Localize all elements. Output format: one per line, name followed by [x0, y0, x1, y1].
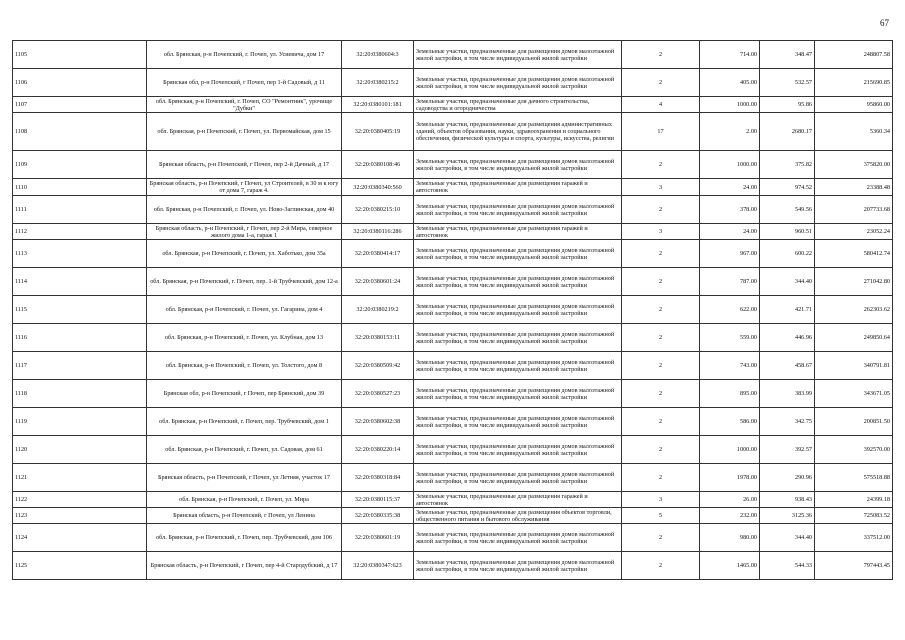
address-cell: Брянская область, р-н Почепский, г Почеп, ул Летняя, участок 17: [147, 464, 342, 492]
address-cell: обл. Брянская, р-н Почепский, г. Почеп, ул. Садовая, дом 61: [147, 436, 342, 464]
cadastral-number-cell: 32:20:0380153:11: [342, 324, 414, 352]
cadastral-value-cell: 375820.00: [815, 151, 893, 179]
address-cell: Брянская область, р-н Почепский, г Почеп, ул Строителей, в 30 м к югу от дома 7, гараж 4.: [147, 179, 342, 196]
group-code-cell: 2: [622, 524, 700, 552]
cadastral-value-cell: 24399.18: [815, 492, 893, 508]
area-cell: 232.00: [700, 508, 760, 524]
address-cell: обл. Брянская, р-н Почепский, г. Почеп, СО "Ремонтник", урочище "Дубки": [147, 97, 342, 113]
table-row: [13, 552, 893, 580]
land-use-cell: Земельные участки, предназначенные для размещения домов малоэтажной жилой застройки, в том числе индивидуальной жилой застройки: [414, 196, 622, 224]
specific-value-cell: 95.86: [760, 97, 815, 113]
specific-value-cell: 549.56: [760, 196, 815, 224]
cadastral-number-cell: 32:20:0380215:2: [342, 69, 414, 97]
table-row: [13, 436, 893, 464]
cadastral-number-cell: 32:20:0380405:19: [342, 113, 414, 151]
land-use-cell: Земельные участки, предназначенные для размещения домов малоэтажной жилой застройки, в том числе индивидуальной жилой застройки: [414, 552, 622, 580]
group-code-cell: 2: [622, 69, 700, 97]
address-cell: обл. Брянская, р-н Почепский, г. Почеп, пер. Трубчевский, дом 1: [147, 408, 342, 436]
specific-value-cell: 375.82: [760, 151, 815, 179]
area-cell: 967.00: [700, 240, 760, 268]
area-cell: 787.00: [700, 268, 760, 296]
table-row: [13, 268, 893, 296]
row-number: 1124: [13, 524, 147, 552]
land-use-cell: Земельные участки, предназначенные для размещения домов малоэтажной жилой застройки, в том числе индивидуальной жилой застройки: [414, 380, 622, 408]
cadastral-number-cell: 32:20:0380601:24: [342, 268, 414, 296]
land-use-cell: Земельные участки, предназначенные для размещения домов малоэтажной жилой застройки, в том числе индивидуальной жилой застройки: [414, 151, 622, 179]
cadastral-number-cell: 32:20:0380414:17: [342, 240, 414, 268]
specific-value-cell: 532.57: [760, 69, 815, 97]
table-row: [13, 151, 893, 179]
cadastral-value-cell: 248807.58: [815, 41, 893, 69]
table-row: [13, 97, 893, 113]
cadastral-number-cell: 32:20:0380602:38: [342, 408, 414, 436]
table-row: [13, 524, 893, 552]
table-row: [13, 113, 893, 151]
address-cell: Брянская область, р-н Почепский, г Почеп, пер 2-й Мира, северное жилого дома 1-а, гараж 1: [147, 224, 342, 240]
land-use-cell: Земельные участки, предназначенные для размещения домов малоэтажной жилой застройки, в том числе индивидуальной жилой застройки: [414, 436, 622, 464]
address-cell: Брянская область, р-н Почепский, г Почеп, пер 2-й Дачный, д 17: [147, 151, 342, 179]
specific-value-cell: 342.75: [760, 408, 815, 436]
group-code-cell: 5: [622, 508, 700, 524]
table-row: [13, 508, 893, 524]
land-use-cell: Земельные участки, предназначенные для размещения домов малоэтажной жилой застройки, в том числе индивидуальной жилой застройки: [414, 524, 622, 552]
group-code-cell: 2: [622, 552, 700, 580]
cadastral-number-cell: 32:20:0380604:3: [342, 41, 414, 69]
area-cell: 743.00: [700, 352, 760, 380]
specific-value-cell: 974.52: [760, 179, 815, 196]
cadastral-value-cell: 5360.34: [815, 113, 893, 151]
group-code-cell: 2: [622, 196, 700, 224]
area-cell: 2.00: [700, 113, 760, 151]
land-use-cell: Земельные участки, предназначенные для дачного строительства, садоводства и огородничества: [414, 97, 622, 113]
specific-value-cell: 2680.17: [760, 113, 815, 151]
row-number: 1113: [13, 240, 147, 268]
row-number: 1111: [13, 196, 147, 224]
cadastral-number-cell: 32:20:0380601:19: [342, 524, 414, 552]
specific-value-cell: 938.43: [760, 492, 815, 508]
address-cell: обл. Брянская, р-н Почепский, г. Почеп, ул. Гагарина, дом 4: [147, 296, 342, 324]
cadastral-value-cell: 95860.00: [815, 97, 893, 113]
row-number: 1105: [13, 41, 147, 69]
cadastral-number-cell: 32:20:0380115:37: [342, 492, 414, 508]
cadastral-number-cell: 32:20:0380108:46: [342, 151, 414, 179]
row-number: 1119: [13, 408, 147, 436]
row-number: 1123: [13, 508, 147, 524]
address-cell: Брянская область, р-н Почепский, г Почеп, ул Ленина: [147, 508, 342, 524]
area-cell: 980.00: [700, 524, 760, 552]
land-use-cell: Земельные участки, предназначенные для размещения объектов торговли, общественного питания и бытового обслуживания: [414, 508, 622, 524]
area-cell: 1000.00: [700, 436, 760, 464]
land-use-cell: Земельные участки, предназначенные для размещения гаражей и автостоянок: [414, 179, 622, 196]
group-code-cell: 2: [622, 268, 700, 296]
row-number: 1116: [13, 324, 147, 352]
land-use-cell: Земельные участки, предназначенные для размещения домов малоэтажной жилой застройки, в том числе индивидуальной жилой застройки: [414, 464, 622, 492]
cadastral-value-cell: 23388.48: [815, 179, 893, 196]
address-cell: Брянская обл, р-н Почепский, г Почеп, пер Брянский, дом 39: [147, 380, 342, 408]
cadastral-value-table: [12, 40, 893, 580]
cadastral-number-cell: 32:20:0380527:23: [342, 380, 414, 408]
area-cell: 1978.00: [700, 464, 760, 492]
land-use-cell: Земельные участки, предназначенные для размещения домов малоэтажной жилой застройки, в том числе индивидуальной жилой застройки: [414, 296, 622, 324]
cadastral-value-cell: 580412.74: [815, 240, 893, 268]
area-cell: 24.00: [700, 179, 760, 196]
land-use-cell: Земельные участки, предназначенные для размещения домов малоэтажной жилой застройки, в том числе индивидуальной жилой застройки: [414, 69, 622, 97]
page-number: 67: [880, 18, 889, 28]
cadastral-number-cell: 32:20:0380215:10: [342, 196, 414, 224]
cadastral-number-cell: 32:20:0380116:286: [342, 224, 414, 240]
table-row: [13, 296, 893, 324]
specific-value-cell: 446.96: [760, 324, 815, 352]
row-number: 1106: [13, 69, 147, 97]
address-cell: обл. Брянская, р-н Почепский, г. Почеп, ул. Ново-Заглинская, дом 40: [147, 196, 342, 224]
specific-value-cell: 544.33: [760, 552, 815, 580]
address-cell: обл. Брянская, р-н Почепский, г. Почеп, ул. Мира: [147, 492, 342, 508]
area-cell: 26.00: [700, 492, 760, 508]
address-cell: обл. Брянская, р-н Почепский, г. Почеп, ул. Хаботько, дом 35а: [147, 240, 342, 268]
cadastral-number-cell: 32:20:0380318:84: [342, 464, 414, 492]
specific-value-cell: 458.67: [760, 352, 815, 380]
cadastral-value-cell: 207733.68: [815, 196, 893, 224]
specific-value-cell: 344.40: [760, 524, 815, 552]
specific-value-cell: 383.99: [760, 380, 815, 408]
area-cell: 559.00: [700, 324, 760, 352]
area-cell: 622.00: [700, 296, 760, 324]
land-use-cell: Земельные участки, предназначенные для размещения административных зданий, объектов образования, науки, здравоохранения и социального обеспечения, физической культуры и спорта, культуры, искусства, религии: [414, 113, 622, 151]
group-code-cell: 2: [622, 352, 700, 380]
address-cell: Брянская область, р-н Почепский, г Почеп, пер 4-й Стародубский, д 17: [147, 552, 342, 580]
land-use-cell: Земельные участки, предназначенные для размещения домов малоэтажной жилой застройки, в том числе индивидуальной жилой застройки: [414, 41, 622, 69]
area-cell: 1000.00: [700, 151, 760, 179]
area-cell: 1465.00: [700, 552, 760, 580]
row-number: 1125: [13, 552, 147, 580]
table-row: [13, 464, 893, 492]
cadastral-value-cell: 343671.05: [815, 380, 893, 408]
table-row: [13, 41, 893, 69]
area-cell: 714.00: [700, 41, 760, 69]
specific-value-cell: 344.40: [760, 268, 815, 296]
group-code-cell: 3: [622, 224, 700, 240]
row-number: 1112: [13, 224, 147, 240]
row-number: 1114: [13, 268, 147, 296]
land-use-cell: Земельные участки, предназначенные для размещения домов малоэтажной жилой застройки, в том числе индивидуальной жилой застройки: [414, 240, 622, 268]
specific-value-cell: 600.22: [760, 240, 815, 268]
table-row: [13, 224, 893, 240]
specific-value-cell: 3125.36: [760, 508, 815, 524]
address-cell: обл. Брянская, р-н Почепский, г. Почеп, пер. 1-й Трубчевский, дом 12-а: [147, 268, 342, 296]
land-use-cell: Земельные участки, предназначенные для размещения домов малоэтажной жилой застройки, в том числе индивидуальной жилой застройки: [414, 324, 622, 352]
cadastral-value-cell: 23052.24: [815, 224, 893, 240]
land-use-cell: Земельные участки, предназначенные для размещения гаражей и автостоянок: [414, 224, 622, 240]
group-code-cell: 3: [622, 492, 700, 508]
table-row: [13, 179, 893, 196]
table-row: [13, 196, 893, 224]
cadastral-value-cell: 797443.45: [815, 552, 893, 580]
land-use-cell: Земельные участки, предназначенные для размещения домов малоэтажной жилой застройки, в том числе индивидуальной жилой застройки: [414, 352, 622, 380]
row-number: 1122: [13, 492, 147, 508]
land-use-cell: Земельные участки, предназначенные для размещения домов малоэтажной жилой застройки, в том числе индивидуальной жилой застройки: [414, 408, 622, 436]
cadastral-number-cell: 32:20:0380509:42: [342, 352, 414, 380]
row-number: 1118: [13, 380, 147, 408]
specific-value-cell: 348.47: [760, 41, 815, 69]
area-cell: 586.00: [700, 408, 760, 436]
table-row: [13, 352, 893, 380]
area-cell: 24.00: [700, 224, 760, 240]
specific-value-cell: 392.57: [760, 436, 815, 464]
table-row: [13, 324, 893, 352]
cadastral-value-cell: 337512.00: [815, 524, 893, 552]
address-cell: обл. Брянская, р-н Почепский, г. Почеп, ул. Первомайская, дом 15: [147, 113, 342, 151]
area-cell: 378.00: [700, 196, 760, 224]
cadastral-number-cell: 32:20:0380340:560: [342, 179, 414, 196]
row-number: 1109: [13, 151, 147, 179]
address-cell: обл. Брянская, р-н Почепский, г. Почеп, ул. Толстого, дом 8: [147, 352, 342, 380]
area-cell: 405.00: [700, 69, 760, 97]
group-code-cell: 2: [622, 464, 700, 492]
cadastral-value-cell: 575518.88: [815, 464, 893, 492]
group-code-cell: 2: [622, 380, 700, 408]
group-code-cell: 3: [622, 179, 700, 196]
group-code-cell: 2: [622, 151, 700, 179]
table-row: [13, 69, 893, 97]
cadastral-value-cell: 340791.81: [815, 352, 893, 380]
group-code-cell: 2: [622, 408, 700, 436]
cadastral-number-cell: 32:20:0380335:38: [342, 508, 414, 524]
cadastral-value-cell: 271042.80: [815, 268, 893, 296]
table-body: [13, 41, 893, 580]
specific-value-cell: 421.71: [760, 296, 815, 324]
table-row: [13, 380, 893, 408]
address-cell: обл. Брянская, р-н Почепский, г. Почеп, ул. Усиевича, дом 17: [147, 41, 342, 69]
group-code-cell: 4: [622, 97, 700, 113]
cadastral-value-cell: 725083.52: [815, 508, 893, 524]
row-number: 1107: [13, 97, 147, 113]
group-code-cell: 2: [622, 41, 700, 69]
area-cell: 895.00: [700, 380, 760, 408]
table-row: [13, 408, 893, 436]
cadastral-value-cell: 249850.64: [815, 324, 893, 352]
cadastral-value-cell: 392570.00: [815, 436, 893, 464]
cadastral-value-cell: 262303.62: [815, 296, 893, 324]
row-number: 1121: [13, 464, 147, 492]
group-code-cell: 2: [622, 324, 700, 352]
row-number: 1120: [13, 436, 147, 464]
land-use-cell: Земельные участки, предназначенные для размещения домов малоэтажной жилой застройки, в том числе индивидуальной жилой застройки: [414, 268, 622, 296]
row-number: 1117: [13, 352, 147, 380]
cadastral-number-cell: 32:20:0380347:623: [342, 552, 414, 580]
group-code-cell: 2: [622, 296, 700, 324]
table-row: [13, 240, 893, 268]
address-cell: обл. Брянская, р-н Почепский, г. Почеп, пер. Трубчевский, дом 106: [147, 524, 342, 552]
cadastral-number-cell: 32:20:0380220:14: [342, 436, 414, 464]
table-row: [13, 492, 893, 508]
row-number: 1115: [13, 296, 147, 324]
cadastral-value-cell: 200851.50: [815, 408, 893, 436]
area-cell: 1000.00: [700, 97, 760, 113]
address-cell: обл. Брянская, р-н Почепский, г. Почеп, ул. Клубная, дом 13: [147, 324, 342, 352]
group-code-cell: 2: [622, 436, 700, 464]
group-code-cell: 17: [622, 113, 700, 151]
row-number: 1110: [13, 179, 147, 196]
specific-value-cell: 960.51: [760, 224, 815, 240]
cadastral-number-cell: 32:20:0380101:181: [342, 97, 414, 113]
row-number: 1108: [13, 113, 147, 151]
specific-value-cell: 290.96: [760, 464, 815, 492]
group-code-cell: 2: [622, 240, 700, 268]
land-use-cell: Земельные участки, предназначенные для размещения гаражей и автостоянок: [414, 492, 622, 508]
cadastral-number-cell: 32:20:0380219:2: [342, 296, 414, 324]
cadastral-value-cell: 215690.85: [815, 69, 893, 97]
address-cell: Брянская обл, р-н Почепский, г Почеп, пер 1-й Садовый, д 11: [147, 69, 342, 97]
